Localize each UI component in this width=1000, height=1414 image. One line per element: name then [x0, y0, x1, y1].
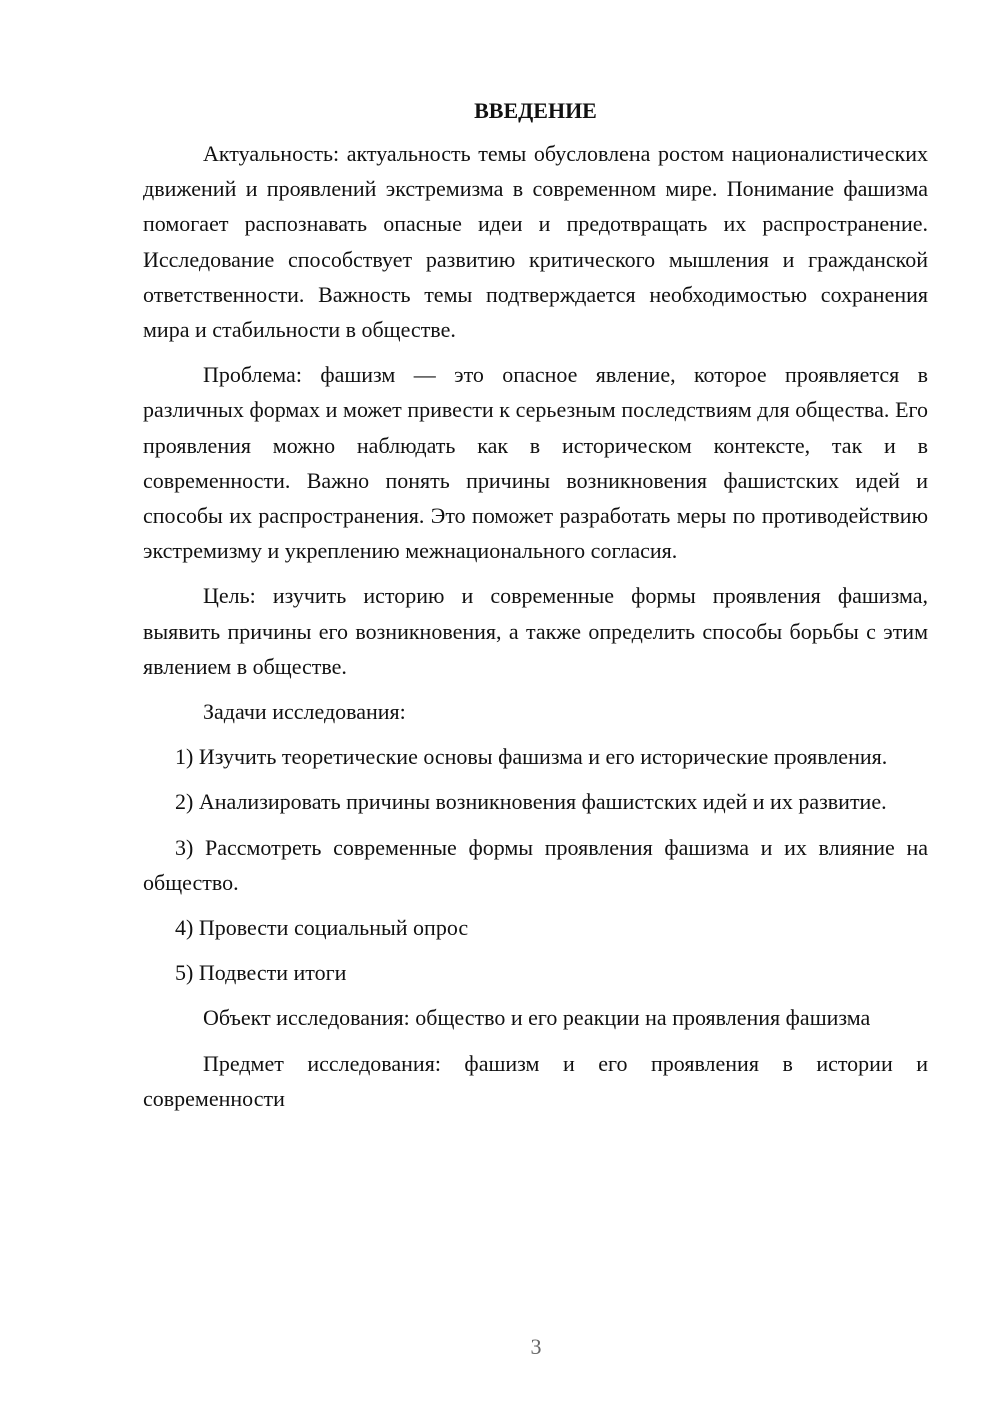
paragraph-relevance: Актуальность: актуальность темы обусловлена ростом националистических движений и проявлений экстремизма в современном мире. Понимание фашизма помогает распознавать опасные идеи и предотвращать их распространение. Исследование способствует развитию критического мышления и гражданской ответственности. Важность темы подтверждается необходимостью сохранения мира и стабильности в обществе. [143, 141, 928, 343]
task-item-1: 1) Изучить теоретические основы фашизма и его исторические проявления. [175, 744, 888, 770]
task-item-5: 5) Подвести итоги [175, 960, 347, 986]
task-item-3: 3) Рассмотреть современные формы проявления фашизма и их влияние на общество. [143, 834, 928, 895]
paragraph-goal: Цель: изучить историю и современные формы проявления фашизма, выявить причины его возникновения, а также определить способы борьбы с этим явлением в обществе. [143, 583, 928, 679]
tasks-heading: Задачи исследования: [203, 699, 406, 725]
paragraph-subject: Предмет исследования: фашизм и его проявления в истории и современности [143, 1050, 928, 1111]
task-item-4: 4) Провести социальный опрос [175, 915, 469, 941]
page-title: ВВЕДЕНИЕ [474, 98, 597, 123]
paragraph-problem: Проблема: фашизм — это опасное явление, которое проявляется в различных формах и может привести к серьезным последствиям для общества. Его проявления можно наблюдать как в историческом контексте, так и в современности. Важно понять причины возникновения фашистских идей и способы их распространения. Это поможет разработать меры по противодействию экстремизму и укреплению межнационального согласия. [143, 362, 928, 564]
paragraph-object: Объект исследования: общество и его реакции на проявления фашизма [203, 1005, 871, 1031]
page-content [143, 96, 928, 1116]
task-item-2: 2) Анализировать причины возникновения фашистских идей и их развитие. [175, 789, 887, 815]
page-number: 3 [530, 1334, 542, 1359]
